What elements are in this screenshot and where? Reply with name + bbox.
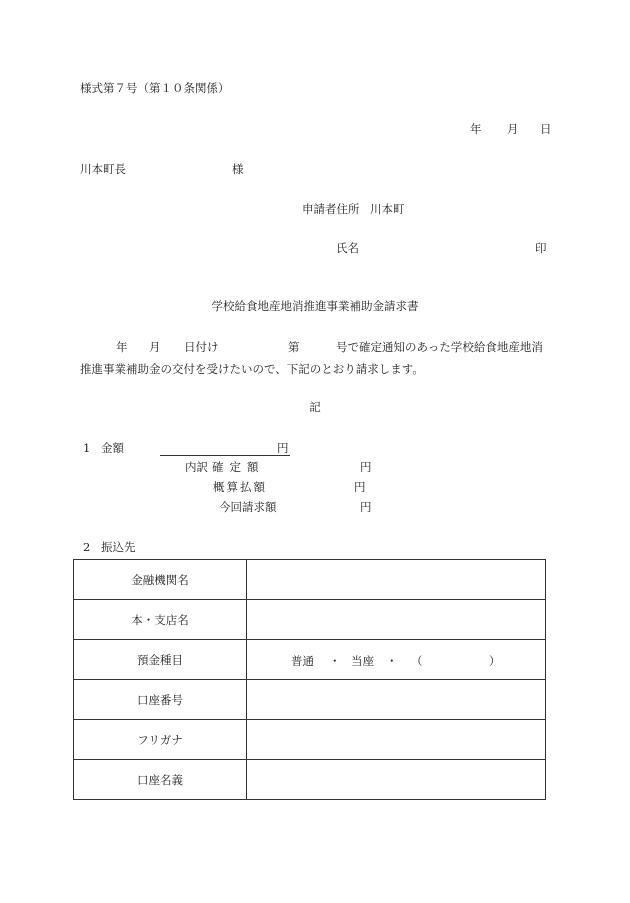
account-number-field[interactable] — [247, 680, 546, 720]
amount-underline — [160, 455, 290, 456]
body-dated: 日付け — [184, 340, 219, 354]
item1-label: 金額 — [101, 441, 124, 455]
breakdown-estimate-label: 概算払額 — [213, 480, 267, 494]
breakdown-estimate-unit: 円 — [354, 480, 366, 494]
addressee-name: 川本町長 — [80, 162, 126, 176]
body-rest: 号で確定通知のあった学校給食地産地消 — [336, 340, 543, 354]
date-month-label: 月 — [507, 122, 519, 136]
breakdown-request-label: 今回請求額 — [219, 500, 277, 514]
table-row — [74, 640, 546, 680]
body-month: 月 — [149, 340, 161, 354]
table-row — [74, 560, 546, 600]
item2-number: 2 — [83, 540, 91, 554]
branch-name-label: 本・支店名 — [74, 600, 247, 640]
table-row — [74, 680, 546, 720]
seal-mark: 印 — [535, 241, 547, 255]
bank-name-label: 金融機関名 — [74, 560, 247, 600]
breakdown-prefix: 内訳 — [185, 460, 208, 474]
applicant-name-label: 氏名 — [336, 241, 359, 255]
table-row — [74, 600, 546, 640]
account-holder-label: 口座名義 — [74, 760, 247, 800]
furigana-field[interactable] — [247, 720, 546, 760]
breakdown-confirmed-label: 確定額 — [212, 460, 265, 474]
account-type-futsu[interactable]: 普通 — [291, 653, 314, 668]
furigana-label: フリガナ — [74, 720, 247, 760]
account-type-paren-close: ） — [489, 653, 501, 668]
addressee-honorific: 様 — [232, 162, 244, 176]
breakdown-request-unit: 円 — [360, 500, 372, 514]
applicant-address-label: 申請者住所 — [302, 202, 360, 216]
account-number-label: 口座番号 — [74, 680, 247, 720]
body-dai: 第 — [288, 340, 300, 354]
account-holder-field[interactable] — [247, 760, 546, 800]
table-row — [74, 760, 546, 800]
item1-number: 1 — [83, 441, 91, 455]
branch-name-field[interactable] — [247, 600, 546, 640]
account-type-toza[interactable]: 当座 — [351, 653, 374, 668]
account-type-label: 預金種目 — [74, 640, 247, 680]
date-year-label: 年 — [470, 122, 482, 136]
body-year: 年 — [116, 340, 128, 354]
bank-name-field[interactable] — [247, 560, 546, 600]
account-type-field[interactable] — [247, 640, 546, 680]
breakdown-confirmed-unit: 円 — [360, 460, 372, 474]
date-day-label: 日 — [540, 122, 552, 136]
form-number: 様式第７号（第１０条関係） — [80, 81, 230, 95]
body-line-2: 推進事業補助金の交付を受けたいので、下記のとおり請求します。 — [80, 362, 424, 376]
account-type-paren-open: （ — [411, 653, 423, 668]
account-type-separator-2: ・ — [386, 653, 398, 668]
ki-heading: 記 — [309, 400, 321, 414]
applicant-address-value: 川本町 — [370, 202, 405, 216]
document-title: 学校給食地産地消推進事業補助金請求書 — [211, 299, 419, 313]
item2-label: 振込先 — [101, 540, 136, 554]
account-type-separator-1: ・ — [329, 653, 341, 668]
bank-account-table — [73, 559, 546, 800]
amount-unit: 円 — [277, 441, 289, 455]
table-row — [74, 720, 546, 760]
